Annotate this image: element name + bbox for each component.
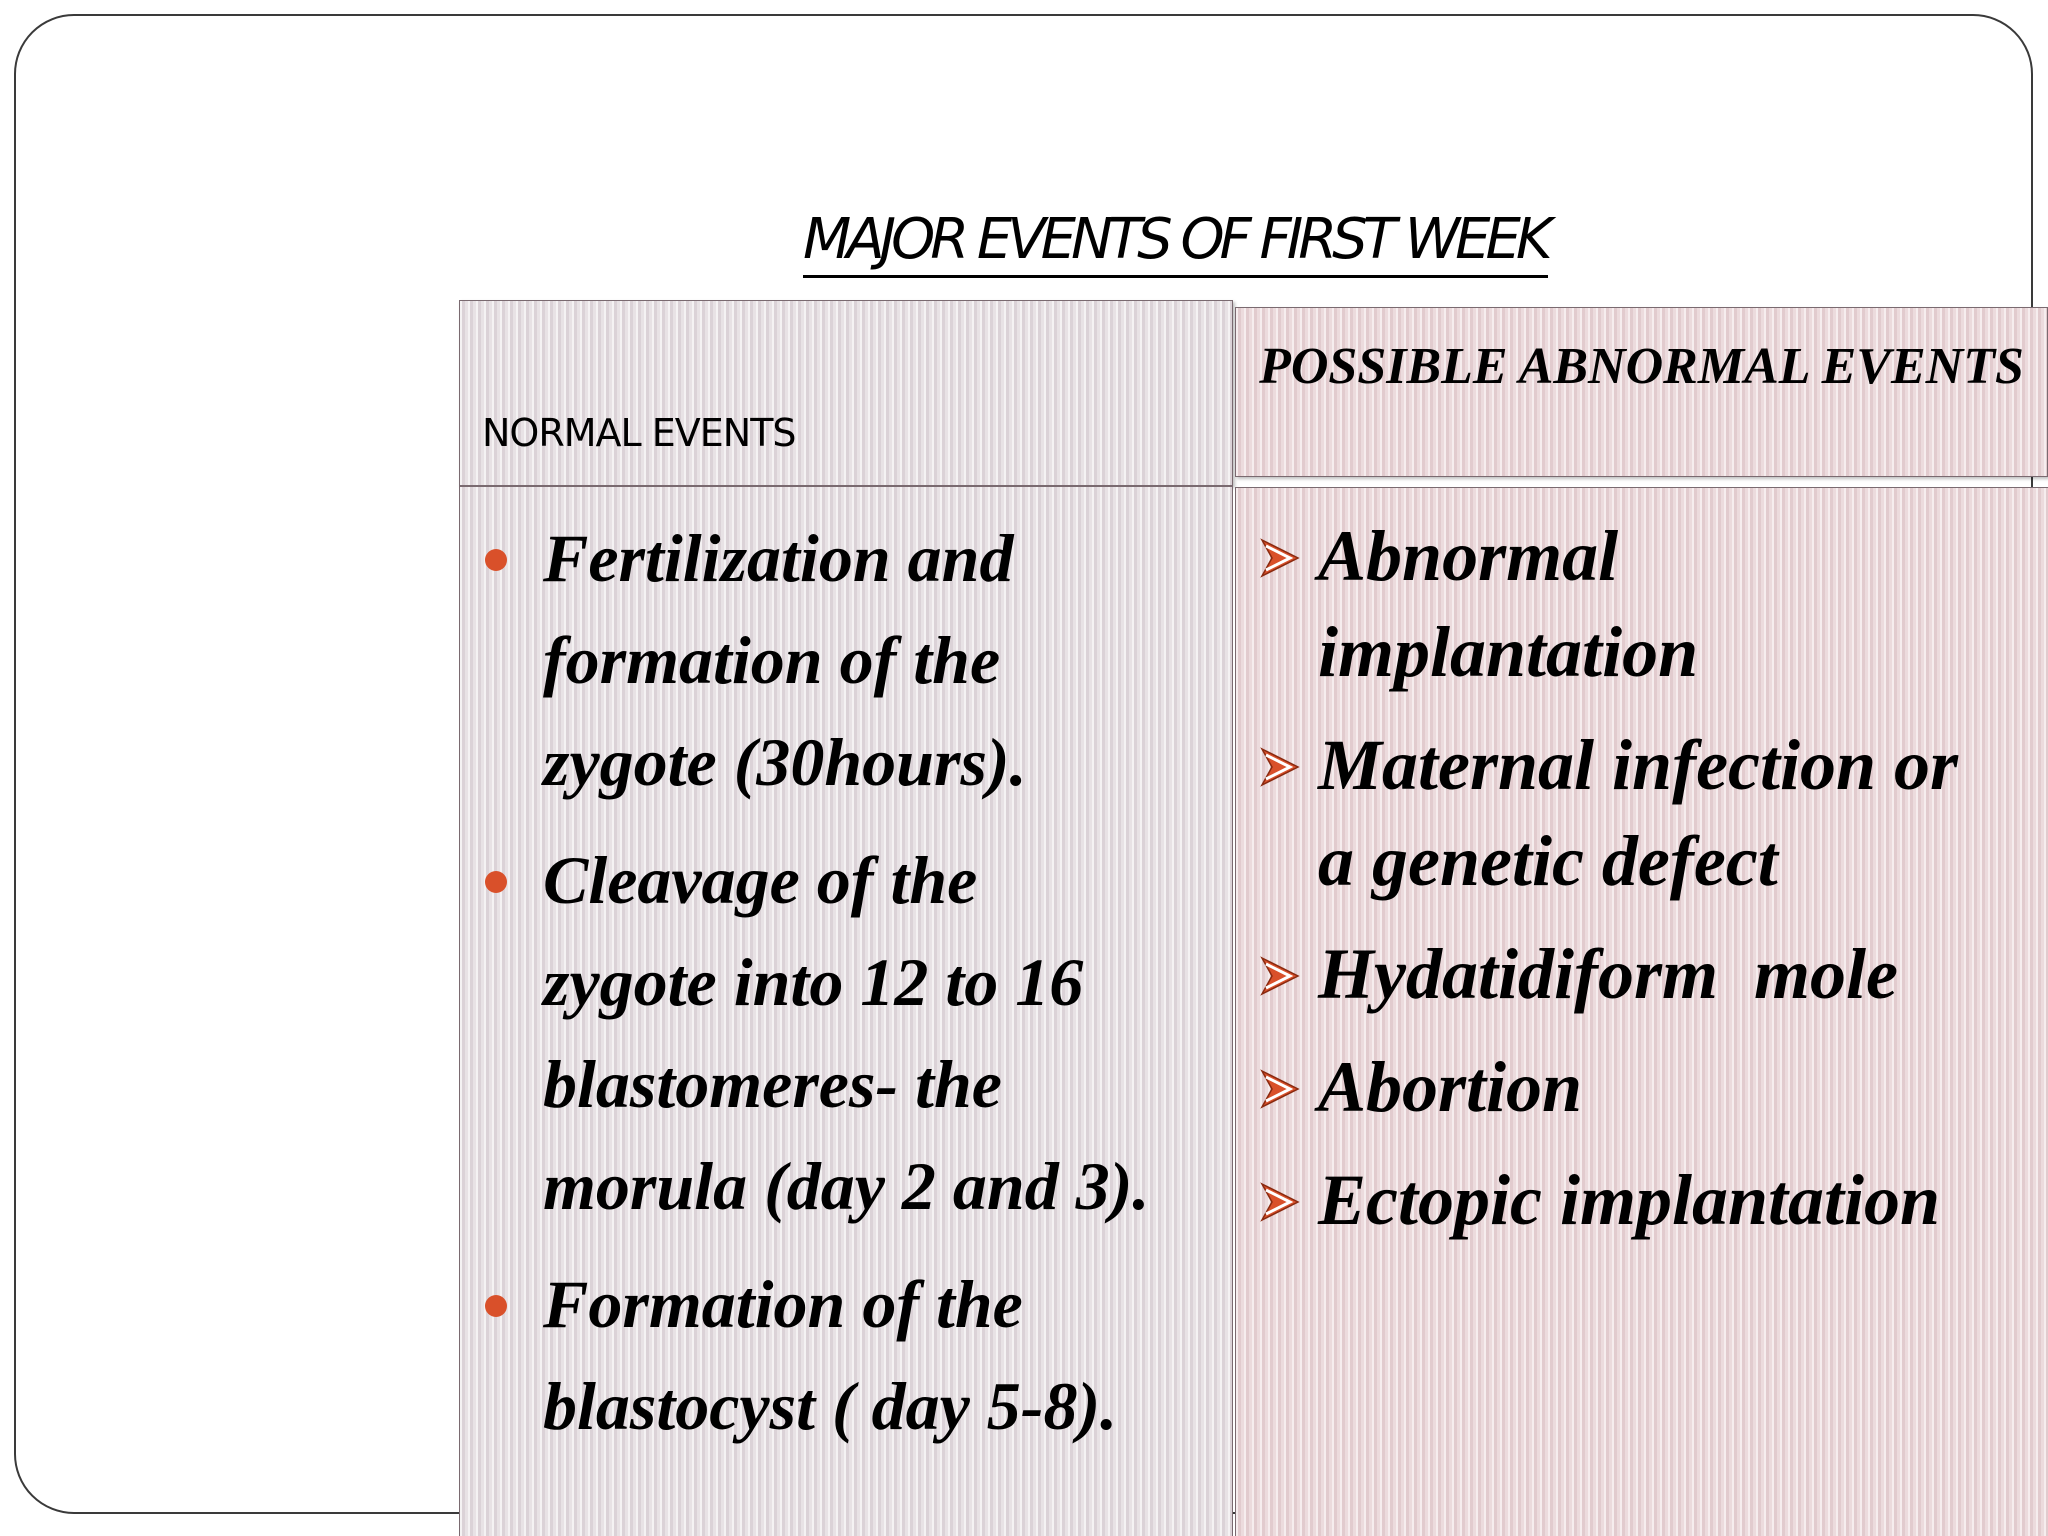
abnormal-events-column xyxy=(1235,487,2048,1536)
arrowhead-bullet-icon xyxy=(1258,954,1302,998)
abnormal-event-line: Maternal infection or xyxy=(1318,725,1959,805)
abnormal-event-line: Abnormal xyxy=(1318,516,1619,596)
abnormal-event-item xyxy=(1236,1152,2048,1248)
normal-event-line: blastocyst ( day 5-8). xyxy=(543,1368,1118,1444)
normal-event-line: zygote (30hours). xyxy=(543,724,1027,800)
normal-events-header-cell xyxy=(459,300,1233,486)
normal-event-item xyxy=(460,507,1232,813)
arrowhead-bullet-icon xyxy=(1258,1067,1302,1111)
normal-event-item xyxy=(460,1253,1232,1457)
filled-circle-bullet-icon xyxy=(485,1295,507,1317)
filled-circle-bullet-icon xyxy=(485,549,507,571)
normal-event-item xyxy=(460,829,1232,1237)
abnormal-event-line: implantation xyxy=(1318,612,1699,692)
abnormal-event-line: Hydatidiform mole xyxy=(1318,934,1898,1014)
normal-events-list xyxy=(460,507,1232,1473)
abnormal-event-item xyxy=(1236,926,2048,1022)
abnormal-event-item xyxy=(1236,1039,2048,1135)
normal-events-column xyxy=(459,486,1233,1536)
abnormal-events-header: POSSIBLE ABNORMAL EVENTS xyxy=(1259,338,2024,395)
abnormal-event-line: a genetic defect xyxy=(1318,821,1778,901)
arrowhead-bullet-icon xyxy=(1258,745,1302,789)
arrowhead-bullet-icon xyxy=(1258,1180,1302,1224)
normal-event-line: formation of the xyxy=(543,622,1001,698)
normal-event-line: Formation of the xyxy=(543,1266,1023,1342)
filled-circle-bullet-icon xyxy=(485,871,507,893)
abnormal-events-list xyxy=(1236,508,2048,1265)
normal-event-line: blastomeres- the xyxy=(543,1046,1002,1122)
arrowhead-bullet-icon xyxy=(1258,536,1302,580)
normal-event-line: morula (day 2 and 3). xyxy=(543,1148,1150,1224)
abnormal-event-line: Ectopic implantation xyxy=(1318,1160,1941,1240)
normal-events-header: NORMAL EVENTS xyxy=(482,411,796,455)
abnormal-event-item xyxy=(1236,508,2048,700)
abnormal-event-item xyxy=(1236,717,2048,909)
abnormal-events-header-cell xyxy=(1235,307,2048,477)
normal-event-line: zygote into 12 to 16 xyxy=(543,944,1084,1020)
normal-event-line: Cleavage of the xyxy=(543,842,978,918)
slide-title: MAJOR EVENTS OF FIRST WEEK xyxy=(803,205,1548,278)
normal-event-line: Fertilization and xyxy=(543,520,1014,596)
abnormal-event-line: Abortion xyxy=(1318,1047,1583,1127)
